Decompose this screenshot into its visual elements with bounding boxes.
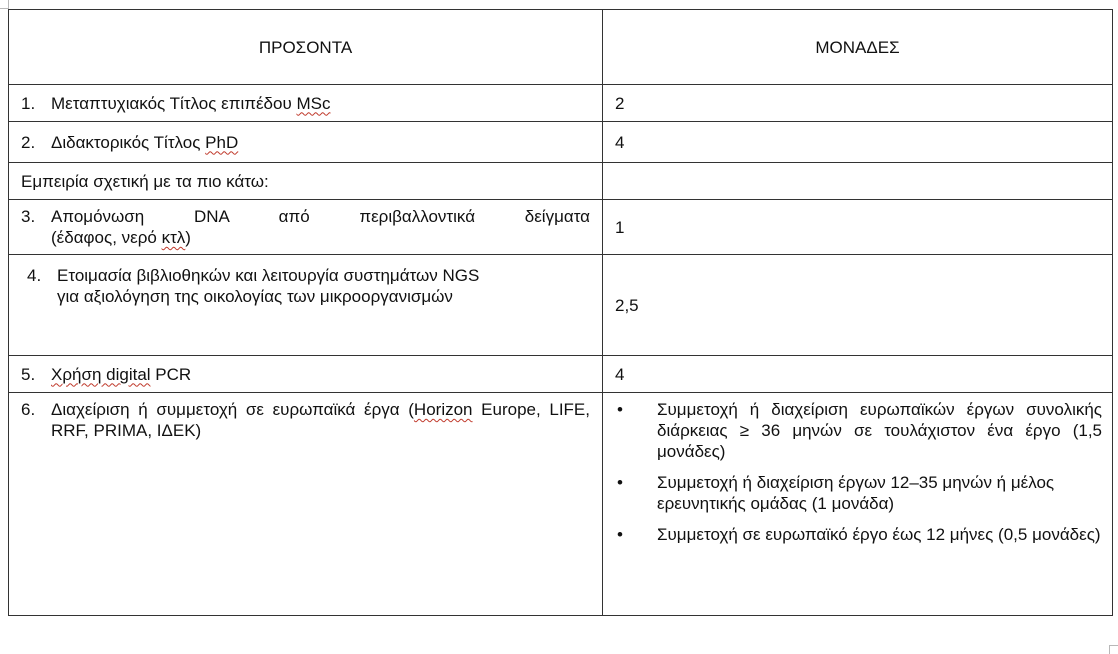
qualification-text: Διαχείριση ή συμμετοχή σε ευρωπαϊκά έργα (: [51, 400, 414, 419]
row-number: 5.: [21, 364, 36, 384]
qualification-text: Διδακτορικός Τίτλος: [51, 132, 206, 152]
qualification-cell: [9, 200, 603, 255]
spellcheck-word: MSc: [296, 93, 331, 113]
table-row: [9, 200, 1113, 255]
crop-mark-top-left: [0, 0, 9, 9]
spellcheck-word: PhD: [205, 132, 239, 152]
list-item: [617, 524, 1102, 545]
bullet-icon: •: [617, 400, 623, 419]
bullet-icon: •: [617, 473, 623, 492]
qualification-text: PCR: [150, 364, 192, 384]
row-number: 1.: [21, 93, 36, 113]
points-cell: 2,5: [603, 255, 1113, 356]
qualifications-table: [8, 9, 1113, 616]
qualification-text: Απομόνωση DNA από περιβαλλοντικά δείγματα: [51, 207, 590, 226]
row-number: 4.: [27, 266, 42, 285]
bullet-icon: •: [617, 525, 623, 544]
header-points: ΜΟΝΑΔΕΣ: [603, 10, 1113, 85]
table-row: [9, 356, 1113, 393]
spellcheck-word: Horizon: [413, 400, 473, 419]
table-header-row: [9, 10, 1113, 85]
bullet-text: Συμμετοχή ή διαχείριση ευρωπαϊκών έργων συνολικής διάρκειας ≥ 36 μηνών σε τουλάχιστον ένα έργο (1,5 μονάδες): [657, 400, 1102, 461]
qualification-text-cont: Europe, LIFE, RRF, PRIMA, ΙΔΕΚ): [51, 400, 590, 440]
table-row: [9, 85, 1113, 122]
row-number: 6.: [21, 400, 36, 419]
table-row: [9, 163, 1113, 200]
table-row: [9, 393, 1113, 616]
qualification-cell: [9, 356, 603, 393]
table-row: [9, 122, 1113, 163]
points-cell: [603, 163, 1113, 200]
row-number: 3.: [21, 207, 36, 226]
points-cell: [603, 393, 1113, 616]
header-qualifications: ΠΡΟΣΟΝΤΑ: [9, 10, 603, 85]
qualification-text-cont: για αξιολόγηση της οικολογίας των μικροοργανισμών: [57, 287, 453, 306]
points-cell: 4: [603, 356, 1113, 393]
bullet-text: Συμμετοχή σε ευρωπαϊκό έργο έως 12 μήνες (0,5 μονάδες): [657, 525, 1101, 544]
table-row: [9, 255, 1113, 356]
points-cell: 4: [603, 122, 1113, 163]
points-cell: 2: [603, 85, 1113, 122]
qualification-cell: [9, 255, 603, 356]
spellcheck-word: Χρήση digital: [51, 364, 151, 384]
qualification-cell: [9, 122, 603, 163]
section-label-cell: Εμπειρία σχετική με τα πιο κάτω:: [9, 163, 603, 200]
qualification-text-cont: (έδαφος, νερό: [51, 228, 162, 247]
list-item: [617, 399, 1102, 462]
bullet-text: Συμμετοχή ή διαχείριση έργων 12–35 μηνών ή μέλος ερευνητικής ομάδας (1 μονάδα): [657, 473, 1055, 513]
qualification-cell: [9, 85, 603, 122]
points-cell: 1: [603, 200, 1113, 255]
qualification-text: Μεταπτυχιακός Τίτλος επιπέδου: [51, 93, 297, 113]
row-number: 2.: [21, 132, 36, 152]
qualification-cell: [9, 393, 603, 616]
list-item: [617, 472, 1102, 514]
qualification-text-block: [51, 399, 590, 441]
crop-mark-bottom-right: [1109, 645, 1118, 654]
qualification-text: Ετοιμασία βιβλιοθηκών και λειτουργία συστημάτων NGS: [57, 266, 480, 285]
qualification-text-end: ): [185, 228, 191, 247]
points-bullet-list: [617, 399, 1102, 545]
spellcheck-word: κτλ: [161, 228, 186, 247]
